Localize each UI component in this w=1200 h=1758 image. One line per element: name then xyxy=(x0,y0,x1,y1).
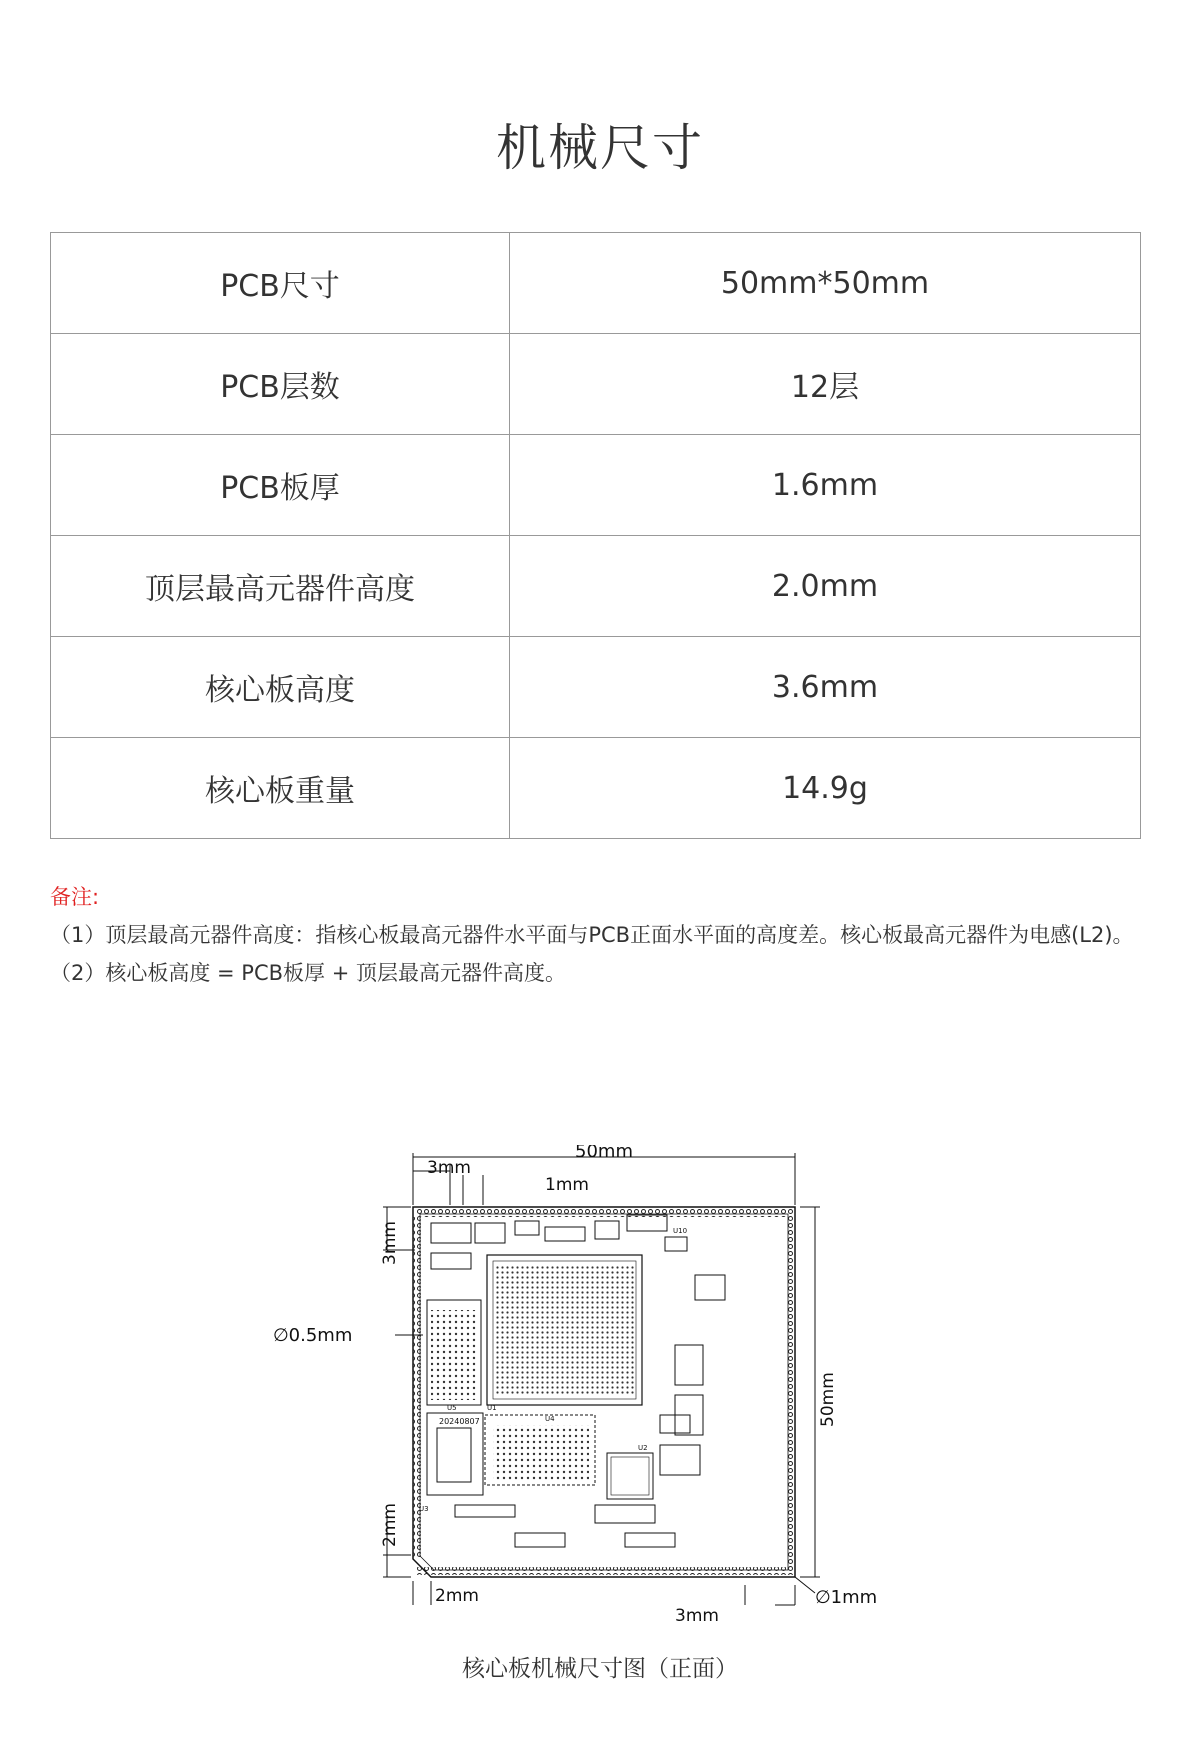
dim-width-label: 50mm xyxy=(575,1145,633,1162)
table-row xyxy=(51,233,1141,334)
chip-label: U2 xyxy=(638,1444,648,1452)
spec-key: 核心板高度 xyxy=(51,637,510,738)
notes-heading: 备注: xyxy=(50,885,100,909)
dim-2mm-left-label: 2mm xyxy=(380,1503,400,1547)
spec-key: PCB层数 xyxy=(51,334,510,435)
spec-key: 顶层最高元器件高度 xyxy=(51,536,510,637)
table-row xyxy=(51,435,1141,536)
dim-height-label: 50mm xyxy=(818,1372,838,1427)
spec-value: 3.6mm xyxy=(510,637,1141,738)
page-title: 机械尺寸 xyxy=(496,119,704,177)
chip-label: U1 xyxy=(487,1404,497,1412)
dim-1mm-right-label: ∅1mm xyxy=(815,1587,878,1608)
spec-key: PCB尺寸 xyxy=(51,233,510,334)
spec-table xyxy=(50,232,1141,839)
spec-key: 核心板重量 xyxy=(51,738,510,839)
dim-3mm-bottom-label: 3mm xyxy=(675,1606,719,1626)
spec-value: 2.0mm xyxy=(510,536,1141,637)
notes-section xyxy=(50,878,1160,992)
dim-2mm-bottom-label: 2mm xyxy=(435,1586,479,1606)
spec-value: 1.6mm xyxy=(510,435,1141,536)
table-row xyxy=(51,637,1141,738)
dim-1mm-top-label: 1mm xyxy=(545,1175,589,1195)
figure-caption: 核心板机械尺寸图（正面） xyxy=(462,1656,738,1682)
table-row xyxy=(51,536,1141,637)
spec-value: 14.9g xyxy=(510,738,1141,839)
board-date-label: 20240807 xyxy=(439,1417,480,1426)
chip-label: U5 xyxy=(447,1404,457,1412)
chip-label: U4 xyxy=(545,1415,555,1423)
dim-hole-label: ∅0.5mm xyxy=(273,1325,353,1346)
chip-label: U10 xyxy=(673,1227,688,1235)
spec-value: 12层 xyxy=(510,334,1141,435)
chip-label: U3 xyxy=(419,1505,429,1513)
table-row xyxy=(51,738,1141,839)
spec-value: 50mm*50mm xyxy=(510,233,1141,334)
note-line: （2）核心板高度 = PCB板厚 + 顶层最高元器件高度。 xyxy=(50,961,566,985)
note-line: （1）顶层最高元器件高度：指核心板最高元器件水平面与PCB正面水平面的高度差。核心板最高元器件为电感(L2)。 xyxy=(50,923,1134,947)
dim-3mm-left-label: 3mm xyxy=(380,1221,400,1265)
mechanical-drawing xyxy=(255,1145,895,1645)
dim-3mm-top-label: 3mm xyxy=(427,1158,471,1178)
table-row xyxy=(51,334,1141,435)
spec-key: PCB板厚 xyxy=(51,435,510,536)
